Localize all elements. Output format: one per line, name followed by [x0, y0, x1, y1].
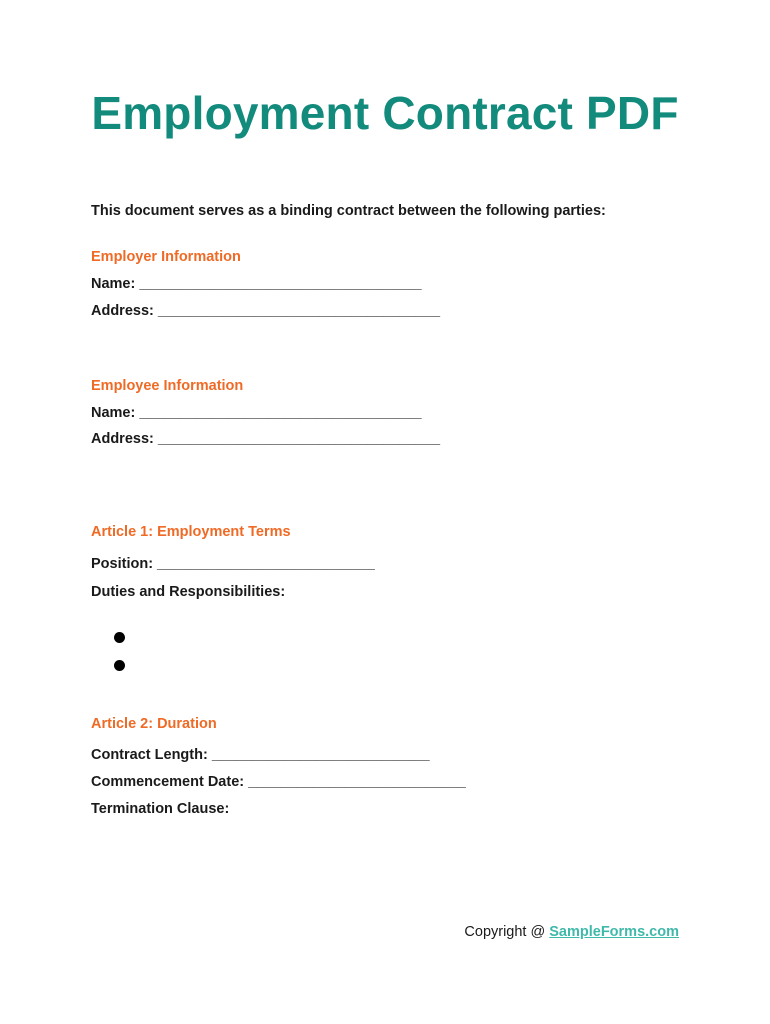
employee-address-field: Address: ___________________________________ [91, 431, 441, 447]
commencement-date-field: Commencement Date: ___________________________ [91, 774, 466, 790]
intro-text: This document serves as a binding contract between the following parties: [91, 203, 606, 219]
duties-label: Duties and Responsibilities: [91, 584, 286, 600]
document-title: Employment Contract PDF [91, 87, 679, 139]
article2-heading: Article 2: Duration [91, 716, 217, 732]
copyright-footer [464, 924, 679, 940]
sampleforms-link[interactable]: SampleForms.com [549, 924, 679, 940]
bullet-point [114, 632, 125, 643]
employee-heading: Employee Information [91, 378, 244, 394]
employer-heading: Employer Information [91, 249, 241, 265]
employee-name-field: Name: ___________________________________ [91, 405, 422, 421]
termination-clause-label: Termination Clause: [91, 801, 230, 817]
copyright-text: Copyright @ [464, 924, 550, 940]
employer-address-field: Address: ___________________________________ [91, 303, 441, 319]
employer-name-field: Name: ___________________________________ [91, 276, 422, 292]
bullet-point [114, 660, 125, 671]
contract-length-field: Contract Length: ___________________________ [91, 747, 430, 763]
position-field: Position: ___________________________ [91, 556, 375, 572]
article1-heading: Article 1: Employment Terms [91, 524, 291, 540]
